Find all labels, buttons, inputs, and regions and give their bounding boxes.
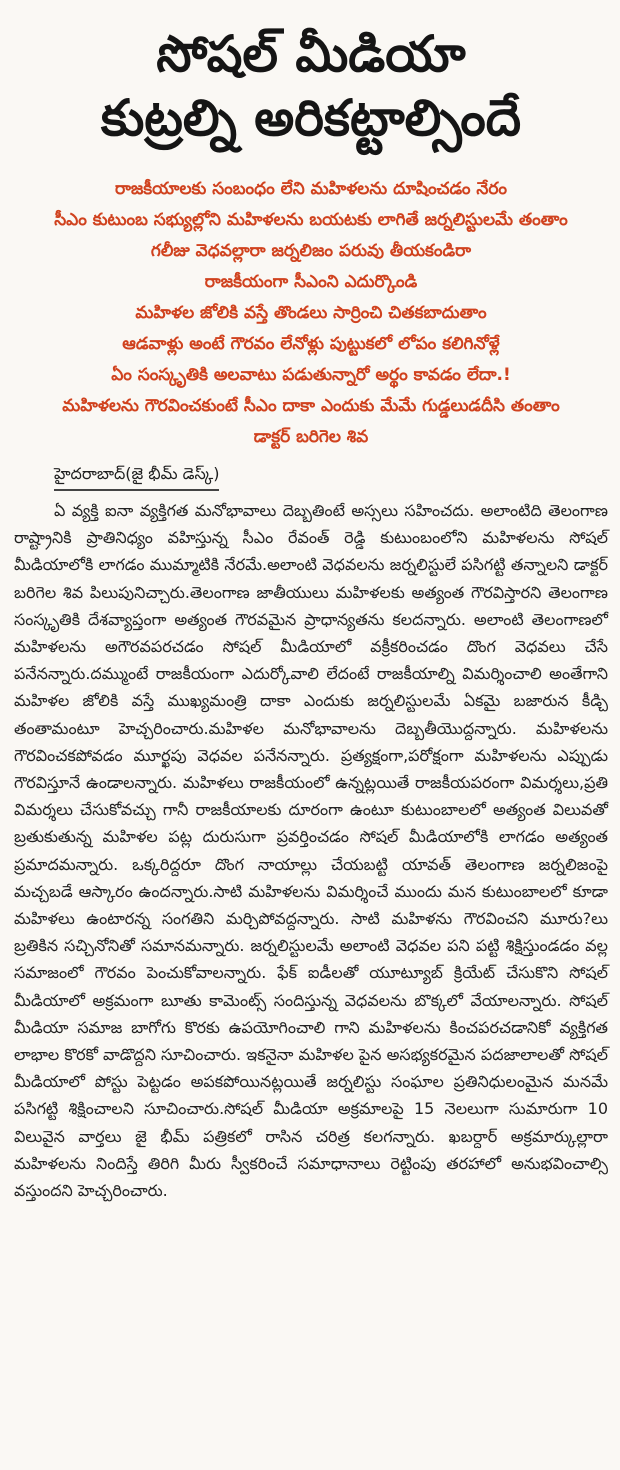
dateline-container: [14, 461, 608, 491]
headline-line-1: సోషల్ మీడియా: [156, 25, 466, 83]
highlight-author: డాక్టర్ బరిగెల శివ: [253, 427, 369, 447]
article-body: [14, 497, 608, 1204]
headline: [14, 22, 608, 150]
highlights: [14, 174, 608, 453]
highlight-line: రాజకీయాలకు సంబంధం లేని మహిళలను దూషించడం నేరం: [114, 179, 508, 199]
highlight-line: మహిళల జోలికి వస్తే తొండలు సార్రించి చితకబాదుతాం: [135, 303, 487, 323]
dateline: హైదరాబాద్(జై భీమ్ డెస్క్): [54, 461, 219, 491]
highlight-line: రాజకీయంగా సీఎంని ఎదుర్కొండి: [204, 272, 418, 292]
highlight-line: ఏం సంస్కృతికి అలవాటు పడుతున్నారో అర్థం కావడం లేదా.!: [111, 365, 511, 385]
highlight-line: గలీజు వెధవల్లారా జర్నలిజం పరువు తీయకండిరా: [150, 241, 472, 261]
highlight-line: ఆడవాళ్లు అంటే గౌరవం లేనోళ్లు పుట్టుకలో లోపం కలిగినోళ్లే: [122, 334, 500, 354]
headline-line-2: కుట్రల్ని అరికట్టాల్సిందే: [100, 89, 522, 147]
highlight-line: మహిళలను గౌరవించకుంటే సీఎం దాకా ఎందుకు మేమే గుడ్డలుడదీసి తంతాం: [62, 396, 560, 416]
article-body-text: ఏ వ్యక్తి ఐనా వ్యక్తిగత మనోభావాలు దెబ్బతింటే అస్సలు సహించదు. అలాంటిది తెలంగాణ రాష్ట్రానికి ప్రాతినిధ్యం వహిస్తున్న సీఎం రేవంత్ రెడ్డి కుటుంబంలోని మహిళలను సోషల్ మీడియాలోకి లాగడం ముమ్మాటికి నేరమే.అలాంటి వెధవలను జర్నలిస్టులే పసిగట్టి తన్నాలని డాక్టర్ బరిగెల శివ పిలుపునిచ్చారు.తెలంగాణ జాతీయులు మహిళలకు అత్యంత గౌరవిస్తారని తెలంగాణ సంస్కృతికి దేశవ్యాప్తంగా అత్యంత గౌరవమైన ప్రాధాన్యతను కలదన్నారు. అలాంటి తెలంగాణలో మహిళలను అగౌరవపరచడం సోషల్ మీడియాలో వక్రీకరించడం దొంగ వెధవలు చేసే పనేనన్నారు.దమ్ముంటే రాజకీయంగా ఎదుర్కోవాలి లేదంటే రాజకీయాల్ని విమర్శించాలి అంతేగాని మహిళల జోలికి వస్తే ముఖ్యమంత్రి దాకా ఎందుకు జర్నలిస్టులమే ఏకమై బజారున కీడ్చి తంతామంటూ హెచ్చరించారు.మహిళల మనోభావాలను దెబ్బతీయొద్దన్నారు. మహిళలను గౌరవించకపోవడం మూర్ఖపు వెధవల పనేనన్నారు. ప్రత్యక్షంగా,పరోక్షంగా మహిళలను ఎప్పుడు గౌరవిస్తూనే ఉండాలన్నారు. మహిళలు రాజకీయంలో ఉన్నట్లయితే రాజకీయపరంగా విమర్శలు,ప్రతి విమర్శలు చేసుకోవచ్చు గానీ రాజకీయాలకు దూరంగా ఉంటూ కుటుంబాలలో అత్యంత విలువతో బ్రతుకుతున్న మహిళల పట్ల దురుసుగా ప్రవర్తించడం సోషల్ మీడియాలోకి లాగడం అత్యంత ప్రమాదమన్నారు. ఒక్కరిద్దరూ దొంగ నాయాల్లు చేయబట్టి యావత్ తెలంగాణ జర్నలిజంపై మచ్చబడే ఆస్కారం ఉందన్నారు.సాటి మహిళలను విమర్శించే ముందు మన కుటుంబాలలో కూడా మహిళలు ఉంటారన్న సంగతిని మర్చిపోవద్దన్నారు. సాటి మహిళను గౌరవించని మూరు?లు బ్రతికిన సచ్చినోనితో సమానమన్నారు. జర్నలిస్టులమే అలాంటి వెధవల పని పట్టి శిక్షిస్తుండడం వల్ల సమాజంలో గౌరవం పెంచుకోవాలన్నారు. ఫేక్ ఐడీలతో యూట్యూబ్ క్రియేట్ చేసుకొని సోషల్ మీడియాలో అక్రమంగా బూతు కామెంట్స్ సందిస్తున్న వెధవలను బొక్కలో వేయాలన్నారు. సోషల్ మీడియా సమాజ బాగోగు కొరకు ఉపయోగించాలి గాని మహిళలను కించపరచడానికో వ్యక్తిగత లాభాల కొరకో వాడొద్దని సూచించారు. ఇకనైనా మహిళల పైన అసభ్యకరమైన పదజాలాలతో సోషల్ మీడియాలో పోస్టు పెట్టడం అపకపోయినట్లయితే జర్నలిస్టు సంఘాల ప్రతినిధులంమైన మనమే పసిగట్టి శిక్షించాలని సూచించారు.సోషల్ మీడియా అక్రమాలపై 15 నెలలుగా సుమారుగా 10 విలువైన వార్తలు జై భీమ్ పత్రికలో రాసిన చరిత్ర కలగన్నారు. ఖబర్దార్ అక్రమార్కుల్లారా మహిళలను నిందిస్తే తిరిగి మీరు స్వీకరించే సమాధానాలు రెట్టింపు తరహాలో అనుభవించాల్సి వస్తుందని హెచ్చరించారు.: [14, 501, 608, 1201]
highlight-line: సీఎం కుటుంబ సభ్యుల్లోని మహిళలను బయటకు లాగితే జర్నలిస్టులమే తంతాం: [54, 210, 568, 230]
